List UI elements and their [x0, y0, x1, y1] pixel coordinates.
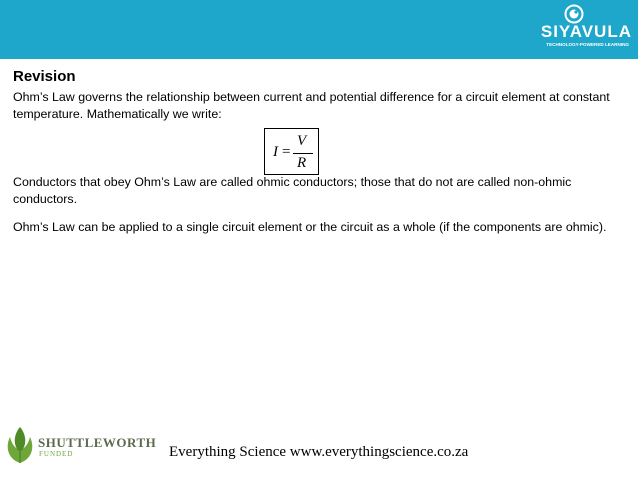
- formula-denominator: R: [297, 155, 307, 171]
- sponsor-name: SHUTTLEWORTH: [38, 435, 157, 450]
- shuttleworth-leaf-icon: [4, 425, 36, 465]
- formula-current: I: [273, 144, 278, 160]
- siyavula-logo: [512, 0, 638, 59]
- slide-title: Revision: [13, 68, 76, 85]
- brand-tagline: TECHNOLOGY-POWERED LEARNING: [546, 42, 629, 47]
- shuttleworth-logo: [4, 425, 157, 467]
- paragraph-application: Ohm’s Law can be applied to a single circuit element or the circuit as a whole (if the components are ohmic).: [13, 220, 607, 234]
- paragraph-ohmic-conductors: Conductors that obey Ohm’s Law are called ohmic conductors; those that do not are called non-ohmic conductors.: [13, 175, 572, 206]
- formula-equals: =: [282, 144, 291, 160]
- sponsor-tag: FUNDED: [39, 450, 74, 458]
- header-band: [0, 0, 638, 59]
- ohms-law-formula: [264, 128, 319, 175]
- footer-text: Everything Science www.everythingscience.co.za: [169, 444, 469, 460]
- formula-numerator: V: [297, 133, 307, 149]
- siyavula-logo-icon: [564, 4, 584, 24]
- brand-name: SIYAVULA: [540, 22, 632, 41]
- fraction-bar: [293, 153, 313, 154]
- paragraph-ohms-law: Ohm’s Law governs the relationship between current and potential difference for a circuit element at constant temperature. Mathematically we write:: [13, 90, 610, 121]
